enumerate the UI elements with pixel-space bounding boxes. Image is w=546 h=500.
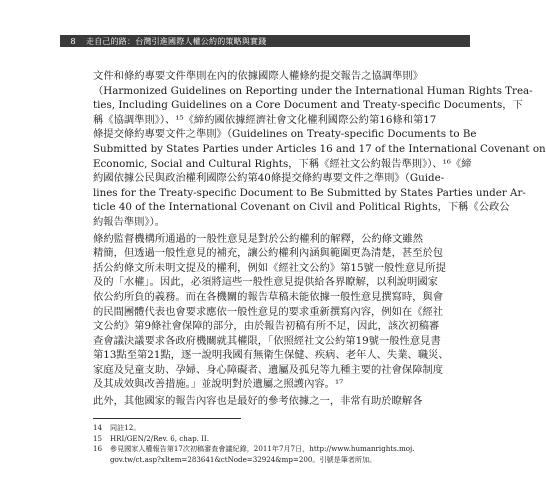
footnote [93,444,423,455]
body-line: 依公約所負的義務。而在各機關的報告草稿未能依據一般性意見撰寫時，與會 [93,290,444,303]
footnote-continuation: gov.tw/ct.asp?xItem=283641&ctNode=32924&mp=200。引號是筆者所加。 [110,454,377,464]
body-line: 及的「水權」。因此，必須將這些一般性意見提供給各界瞭解，以利說明國家 [93,276,438,289]
body-line: 文公約》第9條社會保障的部分，由於報告初稿有所不足，因此，該次初稿審 [93,320,440,333]
body-line: ties, Including Guidelines on a Core Document and Treaty-specific Documents，下 [93,99,523,112]
footnote-number: 16 [93,444,103,454]
body-line: 及其成效與改善措施。」並說明對於遺屬之照護內容。¹⁷ [93,378,344,391]
footnote-number: 14 [93,423,103,432]
body-line: 約國依據公民與政治權利國際公約第40條提交條約專要文件之準則》（Guide- [93,172,445,185]
body-line: 第13點至第21點，逐一說明我國有無衛生保健、疾病、老年人、失業、職災、 [93,349,449,362]
body-line: 查會議決議要求各政府機關就其權限，「依照經社文公約第19號一般性意見書 [93,334,441,347]
body-line: 的民間團體代表也會要求應依一般性意見的要求重新撰寫內容，例如在《經社 [93,305,444,318]
footnote-divider [93,418,241,419]
footnotes [93,423,423,465]
page-number: 8 [70,36,76,46]
body-line: 文件和條約專要文件準則在內的依據國際人權條約提交報告之協調準則》 [93,70,423,82]
body-line: 此外，其他國家的報告內容也是最好的參考依據之一，非常有助於瞭解各 [93,395,423,408]
running-title: 走自己的路：台灣引進國際人權公約的策略與實踐 [86,36,267,46]
body-line: 稱《協調準則》）、¹⁵《締約國依據經濟社會文化權利國際公約第16條和第17 [93,113,437,126]
body-line: 條提交條約專要文件之準則》（Guidelines on Treaty-specific Documents to Be [93,128,477,141]
body-line: Economic, Social and Cultural Rights，下稱《經社文公約報告準則》）、¹⁶《締 [93,157,472,170]
footnote [93,434,423,445]
body-line: 條約監督機構所通過的一般性意見是對於公約權利的解釋，公約條文雖然 [93,232,423,245]
body-line: （Harmonized Guidelines on Reporting under the International Human Rights Trea- [93,84,533,97]
body-line: lines for the Treaty-specific Document to Be Submitted by States Parties under Ar- [93,186,526,199]
body-line: ticle 40 of the International Covenant on Civil and Political Rights，下稱《公政公 [93,201,510,214]
body-line: 約報告準則》）。 [93,215,166,228]
body-line: Submitted by States Parties under Articles 16 and 17 of the International Covenant on [93,142,546,155]
body-line: 家庭及兒童支助、孕婦、身心障礙者、遺屬及孤兒等九種主要的社會保障制度 [93,363,444,376]
footnote-text: 參見國家人權報告第17次初稿審查會議紀錄，2011年7月7日，http://www.humanrights.moj. [110,444,415,454]
footnote-text: 同註12。 [110,423,141,432]
running-header [60,35,470,47]
body-line: 精簡，但透過一般性意見的補充，讓公約權利內涵與範圍更為清楚，甚至於包 [93,247,444,260]
body-line: 括公約條文所未明文提及的權利，例如《經社文公約》第15號一般性意見所提 [93,261,446,274]
footnote [93,423,423,434]
body-text [93,69,546,409]
footnote-text: HRI/GEN/2/Rev. 6, chap. II. [110,433,209,443]
footnote-number: 15 [93,433,103,443]
